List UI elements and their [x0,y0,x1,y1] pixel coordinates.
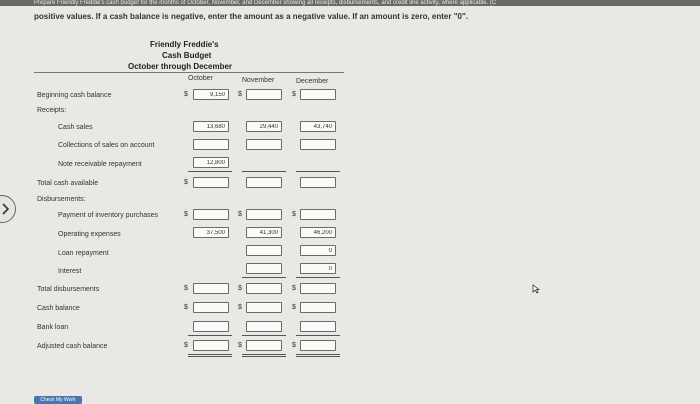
label-beginning-cash-balance: Beginning cash balance [37,92,112,99]
input-cash-balance-dec[interactable] [300,302,336,313]
label-disbursements: Disbursements: [37,196,86,203]
label-receipts: Receipts: [37,107,67,114]
label-adjusted-cash-balance: Adjusted cash balance [37,343,108,350]
column-header-november: November [242,77,275,84]
label-bank-loan: Bank loan [37,324,69,331]
input-bank-loan-oct[interactable] [193,321,229,332]
input-cash-sales-nov[interactable] [246,121,282,132]
dollar-sign: $ [184,91,188,98]
input-interest-dec[interactable] [300,263,336,274]
input-total-disbursements-oct[interactable] [193,283,229,294]
label-operating-expenses: Operating expenses [58,231,121,238]
dollar-sign: $ [292,342,296,349]
input-note-receivable-oct[interactable] [193,157,229,168]
input-adjusted-cash-dec[interactable] [300,340,336,351]
total-double-rule [188,354,232,357]
input-collections-nov[interactable] [246,139,282,150]
total-double-rule [296,354,340,357]
input-interest-nov[interactable] [246,263,282,274]
input-inventory-oct[interactable] [193,209,229,220]
input-operating-nov[interactable] [246,227,282,238]
dollar-sign: $ [184,342,188,349]
subtotal-rule [242,277,286,278]
subtotal-rule [188,335,232,336]
report-period: October through December [128,62,233,71]
dollar-sign: $ [238,304,242,311]
dollar-sign: $ [184,179,188,186]
subtotal-rule [188,171,232,172]
total-double-rule [242,354,286,357]
instruction-text: positive values. If a cash balance is negative, enter the amount as a negative value. If an amount is zero, enter "0". [34,12,468,21]
report-title: Cash Budget [162,51,212,60]
check-my-work-button[interactable]: Check My Work [34,396,82,404]
label-loan-repayment: Loan repayment [58,250,109,257]
input-total-cash-available-oct[interactable] [193,177,229,188]
dollar-sign: $ [238,91,242,98]
input-adjusted-cash-oct[interactable] [193,340,229,351]
top-instruction-strip [0,0,700,6]
input-inventory-dec[interactable] [300,209,336,220]
mouse-cursor-icon [532,284,540,294]
input-beginning-dec[interactable] [300,89,336,100]
column-header-december: December [296,78,329,85]
input-bank-loan-nov[interactable] [246,321,282,332]
subtotal-rule [242,171,286,172]
input-total-disbursements-dec[interactable] [300,283,336,294]
input-operating-dec[interactable] [300,227,336,238]
dollar-sign: $ [292,304,296,311]
dollar-sign: $ [292,91,296,98]
input-cash-balance-oct[interactable] [193,302,229,313]
top-instruction-text: Prepare Friendly Freddie's cash budget for the months of October, November, and December showing all receipts, disbursements, and credit line activity, where applicable. (C [34,0,497,6]
input-beginning-oct[interactable] [193,89,229,100]
input-bank-loan-dec[interactable] [300,321,336,332]
input-adjusted-cash-nov[interactable] [246,340,282,351]
input-loan-repayment-nov[interactable] [246,245,282,256]
input-cash-sales-dec[interactable] [300,121,336,132]
input-cash-balance-nov[interactable] [246,302,282,313]
dollar-sign: $ [238,211,242,218]
input-collections-oct[interactable] [193,139,229,150]
label-interest: Interest [58,268,82,275]
subtotal-rule [242,335,286,336]
dollar-sign: $ [184,211,188,218]
dollar-sign: $ [238,285,242,292]
dollar-sign: $ [184,285,188,292]
label-note-receivable: Note receivable repayment [58,161,142,168]
company-name: Friendly Freddie's [150,40,219,49]
input-cash-sales-oct[interactable] [193,121,229,132]
subtotal-rule [296,335,340,336]
label-total-disbursements: Total disbursements [37,286,100,293]
input-inventory-nov[interactable] [246,209,282,220]
header-rule [34,72,344,73]
dollar-sign: $ [238,342,242,349]
previous-arrow-button[interactable] [0,195,16,223]
input-total-disbursements-nov[interactable] [246,283,282,294]
label-cash-sales: Cash sales [58,124,93,131]
chevron-right-icon [1,203,10,215]
input-operating-oct[interactable] [193,227,229,238]
label-cash-balance: Cash balance [37,305,80,312]
dollar-sign: $ [292,211,296,218]
label-collections: Collections of sales on account [58,142,155,149]
column-header-october: October [188,75,213,82]
label-total-cash-available: Total cash available [37,180,99,187]
subtotal-rule [296,171,340,172]
input-loan-repayment-dec[interactable] [300,245,336,256]
input-collections-dec[interactable] [300,139,336,150]
dollar-sign: $ [292,285,296,292]
input-beginning-nov[interactable] [246,89,282,100]
input-total-cash-available-nov[interactable] [246,177,282,188]
label-inventory-purchases: Payment of inventory purchases [58,212,158,219]
dollar-sign: $ [184,304,188,311]
subtotal-rule [296,277,340,278]
input-total-cash-available-dec[interactable] [300,177,336,188]
